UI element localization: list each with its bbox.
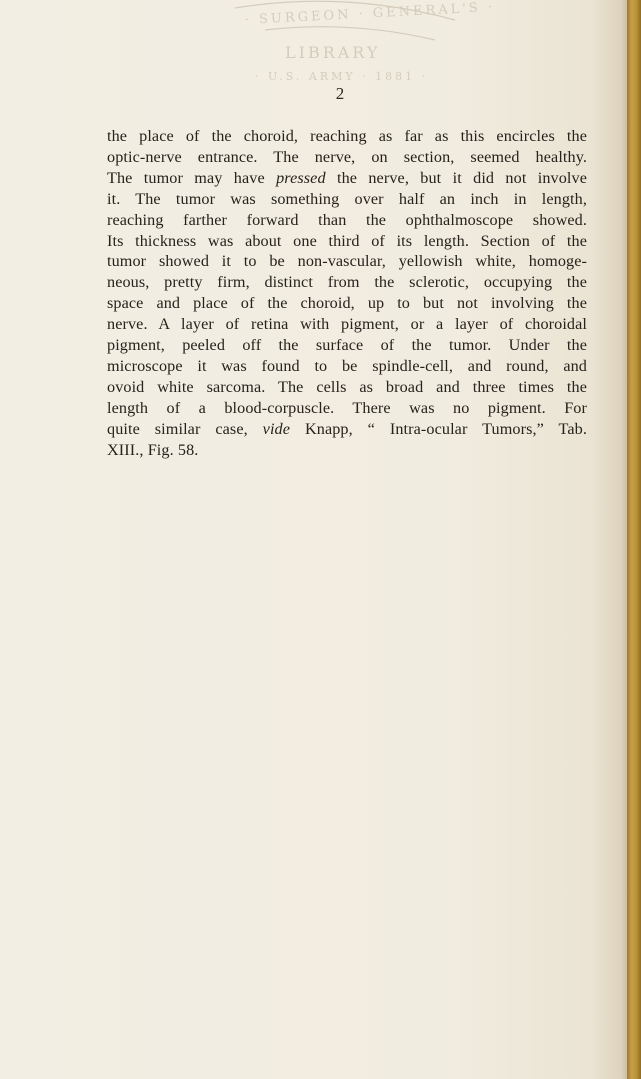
text-line <box>107 419 587 440</box>
svg-text:LIBRARY: LIBRARY <box>285 43 381 62</box>
text-line: optic-nerve entrance. The nerve, on section, seemed healthy. <box>107 147 587 166</box>
text-fragment: quite similar case, <box>107 419 263 438</box>
library-stamp <box>225 0 496 90</box>
text-line: XIII., Fig. 58. <box>107 440 199 459</box>
text-fragment: The tumor may have <box>107 168 277 187</box>
body-paragraph <box>107 126 587 461</box>
text-line: reaching farther forward than the ophthalmoscope showed. <box>107 210 587 229</box>
binding-edge <box>627 0 641 1079</box>
svg-text:· U.S. ARMY · 1881 ·: · U.S. ARMY · 1881 · <box>255 70 429 83</box>
text-line: pigment, peeled off the surface of the tumor. Under the <box>107 336 587 355</box>
text-line: Its thickness was about one third of its length. Section of the <box>107 231 587 250</box>
svg-text:· SURGEON · GENERAL'S ·: · SURGEON · GENERAL'S · <box>244 0 496 28</box>
italic-term: vide <box>262 419 291 438</box>
text-line: space and place of the choroid, up to but not involving the <box>107 294 587 313</box>
text-line: the place of the choroid, reaching as far as this encircles the <box>107 127 587 145</box>
italic-term: pressed <box>276 168 326 187</box>
text-fragment: Knapp, “ Intra-ocular Tumors,” Tab. <box>290 419 587 438</box>
text-line: nerve. A layer of retina with pigment, or a layer of choroidal <box>107 315 587 334</box>
text-line: tumor showed it to be non-vascular, yellowish white, homoge- <box>107 252 587 271</box>
text-line: it. The tumor was something over half an inch in length, <box>107 189 587 208</box>
text-line: microscope it was found to be spindle-cell, and round, and <box>107 356 587 375</box>
text-fragment: the nerve, but it did not involve <box>325 168 587 187</box>
text-line: length of a blood-corpuscle. There was no pigment. For <box>107 398 587 417</box>
text-line: neous, pretty firm, distinct from the sclerotic, occupying the <box>107 273 587 292</box>
text-line <box>107 168 587 189</box>
text-line: ovoid white sarcoma. The cells as broad and three times the <box>107 377 587 396</box>
page-number: 2 <box>335 84 345 103</box>
